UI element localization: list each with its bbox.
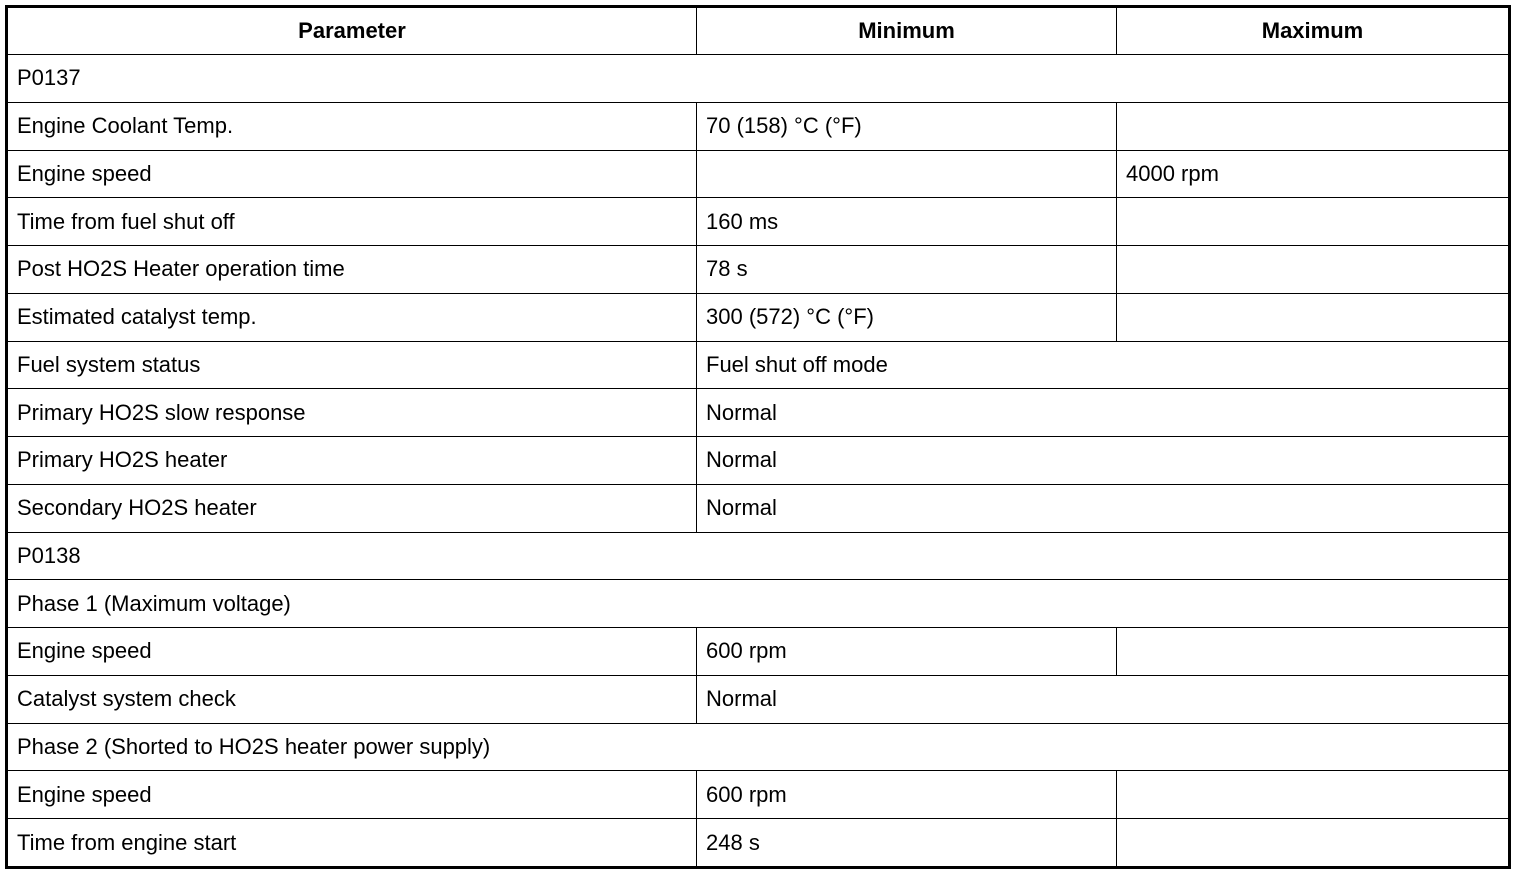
section-row	[7, 532, 1510, 580]
parameter-cell: Time from engine start	[7, 819, 697, 868]
section-row	[7, 55, 1510, 103]
header-minimum: Minimum	[697, 7, 1117, 55]
minimum-cell: 600 rpm	[697, 771, 1117, 819]
value-cell: Normal	[697, 484, 1510, 532]
section-label: Phase 1 (Maximum voltage)	[7, 580, 1510, 628]
section-label: P0137	[7, 55, 1510, 103]
maximum-cell	[1117, 102, 1510, 150]
parameter-cell: Fuel system status	[7, 341, 697, 389]
maximum-cell	[1117, 819, 1510, 868]
table-row	[7, 150, 1510, 198]
table-row	[7, 484, 1510, 532]
table-row	[7, 341, 1510, 389]
maximum-cell	[1117, 771, 1510, 819]
table-row	[7, 246, 1510, 294]
parameter-cell: Primary HO2S heater	[7, 437, 697, 485]
header-parameter: Parameter	[7, 7, 697, 55]
maximum-cell	[1117, 293, 1510, 341]
parameter-cell: Engine speed	[7, 771, 697, 819]
table-row	[7, 389, 1510, 437]
section-row	[7, 580, 1510, 628]
table-row	[7, 293, 1510, 341]
parameter-cell: Primary HO2S slow response	[7, 389, 697, 437]
parameter-cell: Estimated catalyst temp.	[7, 293, 697, 341]
table-row	[7, 771, 1510, 819]
value-cell: Normal	[697, 437, 1510, 485]
maximum-cell	[1117, 246, 1510, 294]
value-cell: Fuel shut off mode	[697, 341, 1510, 389]
section-label: Phase 2 (Shorted to HO2S heater power supply)	[7, 723, 1510, 771]
value-cell: Normal	[697, 389, 1510, 437]
maximum-cell: 4000 rpm	[1117, 150, 1510, 198]
table-row	[7, 102, 1510, 150]
section-label: P0138	[7, 532, 1510, 580]
minimum-cell: 600 rpm	[697, 628, 1117, 676]
minimum-cell: 78 s	[697, 246, 1117, 294]
header-maximum: Maximum	[1117, 7, 1510, 55]
table-row	[7, 198, 1510, 246]
minimum-cell: 300 (572) °C (°F)	[697, 293, 1117, 341]
minimum-cell: 160 ms	[697, 198, 1117, 246]
section-row	[7, 723, 1510, 771]
table-row	[7, 628, 1510, 676]
parameter-cell: Secondary HO2S heater	[7, 484, 697, 532]
table-row	[7, 437, 1510, 485]
parameter-table	[5, 5, 1511, 869]
minimum-cell: 70 (158) °C (°F)	[697, 102, 1117, 150]
table-row	[7, 675, 1510, 723]
parameter-cell: Catalyst system check	[7, 675, 697, 723]
parameter-cell: Engine speed	[7, 628, 697, 676]
parameter-cell: Post HO2S Heater operation time	[7, 246, 697, 294]
parameter-cell: Time from fuel shut off	[7, 198, 697, 246]
minimum-cell	[697, 150, 1117, 198]
table-header-row	[7, 7, 1510, 55]
table-row	[7, 819, 1510, 868]
minimum-cell: 248 s	[697, 819, 1117, 868]
maximum-cell	[1117, 628, 1510, 676]
maximum-cell	[1117, 198, 1510, 246]
parameter-cell: Engine speed	[7, 150, 697, 198]
parameter-cell: Engine Coolant Temp.	[7, 102, 697, 150]
value-cell: Normal	[697, 675, 1510, 723]
